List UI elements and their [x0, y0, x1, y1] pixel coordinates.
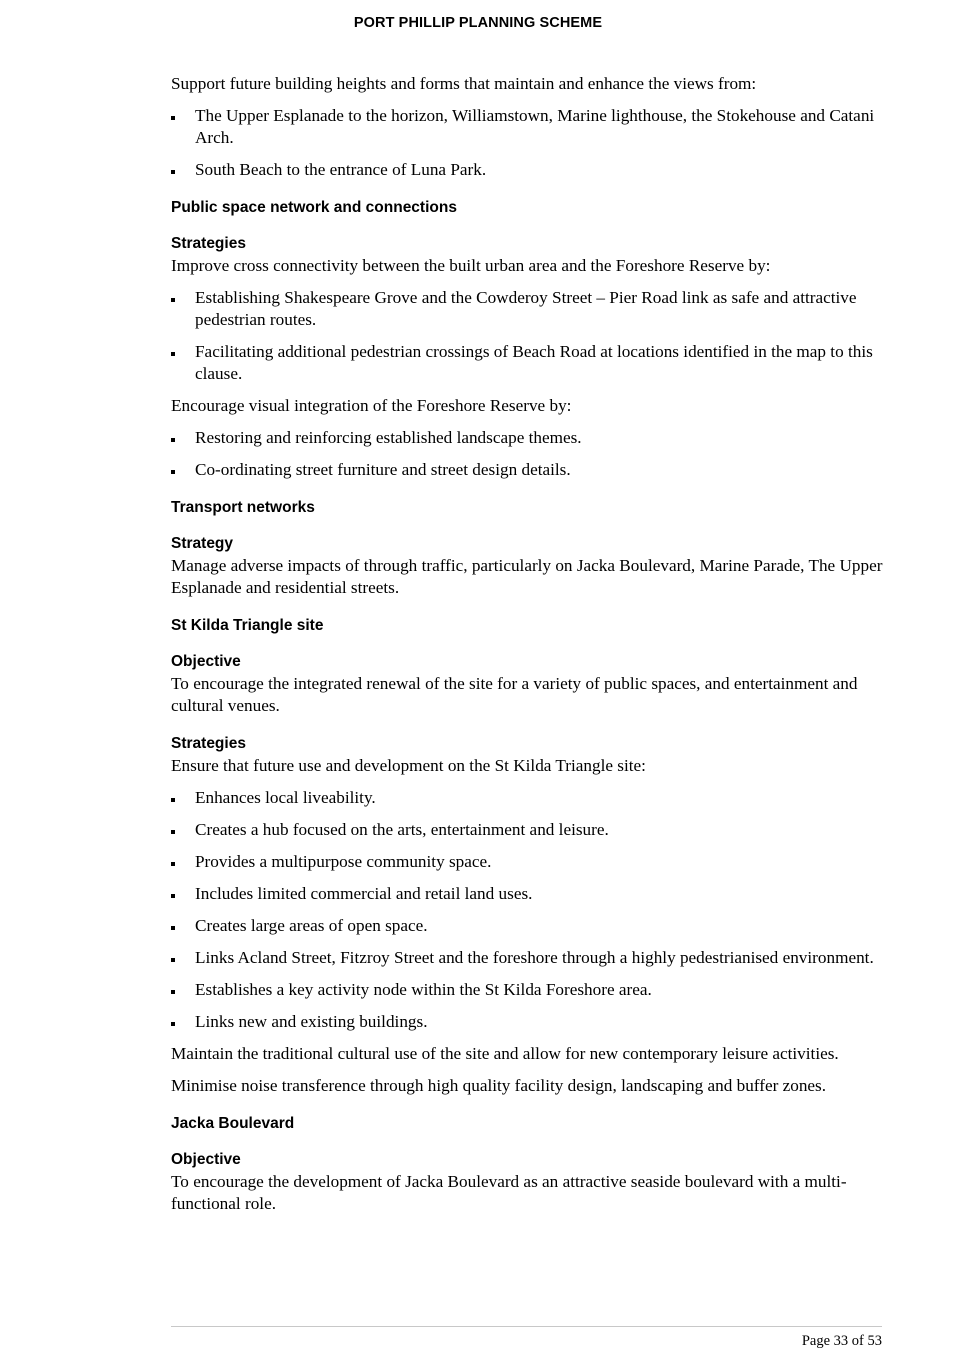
list-item: South Beach to the entrance of Luna Park. [171, 159, 886, 181]
list-item: Establishing Shakespeare Grove and the Cowderoy Street – Pier Road link as safe and attractive pedestrian routes. [171, 287, 886, 331]
cultural-use-paragraph: Maintain the traditional cultural use of the site and allow for new contemporary leisure activities. [171, 1044, 839, 1063]
bullet-icon [171, 1022, 175, 1026]
jacka-objective: To encourage the development of Jacka Boulevard as an attractive seaside boulevard with a multi-functional role. [171, 1172, 847, 1213]
section-heading-transport: Transport networks [171, 499, 315, 516]
subheading-objective: Objective [171, 1151, 241, 1168]
bullet-icon [171, 298, 175, 302]
bullet-icon [171, 958, 175, 962]
bullet-icon [171, 926, 175, 930]
views-list [171, 105, 886, 181]
section-heading-jacka: Jacka Boulevard [171, 1115, 295, 1132]
list-item: Establishes a key activity node within the St Kilda Foreshore area. [171, 979, 886, 1001]
connectivity-intro: Improve cross connectivity between the built urban area and the Foreshore Reserve by: [171, 256, 771, 275]
list-item: Co-ordinating street furniture and street design details. [171, 459, 886, 481]
bullet-icon [171, 470, 175, 474]
subheading-strategy: Strategy [171, 535, 234, 552]
list-item: Provides a multipurpose community space. [171, 851, 886, 873]
list-item: Creates a hub focused on the arts, entertainment and leisure. [171, 819, 886, 841]
bullet-icon [171, 170, 175, 174]
noise-paragraph: Minimise noise transference through high quality facility design, landscaping and buffer zones. [171, 1076, 827, 1095]
triangle-intro: Ensure that future use and development on the St Kilda Triangle site: [171, 756, 646, 775]
document-body [171, 73, 886, 1225]
list-item: Enhances local liveability. [171, 787, 886, 809]
views-intro: Support future building heights and forms that maintain and enhance the views from: [171, 74, 757, 93]
page-number: Page 33 of 53 [801, 1333, 882, 1349]
subheading-objective: Objective [171, 653, 241, 670]
bullet-icon [171, 990, 175, 994]
bullet-icon [171, 862, 175, 866]
list-item: Creates large areas of open space. [171, 915, 886, 937]
bullet-icon [171, 798, 175, 802]
list-item: Includes limited commercial and retail land uses. [171, 883, 886, 905]
section-heading-public-space: Public space network and connections [171, 199, 457, 216]
connectivity-list [171, 287, 886, 385]
visual-integration-intro: Encourage visual integration of the Foreshore Reserve by: [171, 396, 572, 415]
list-item: Links Acland Street, Fitzroy Street and the foreshore through a highly pedestrianised environment. [171, 947, 886, 969]
subheading-strategies: Strategies [171, 235, 246, 252]
bullet-icon [171, 830, 175, 834]
bullet-icon [171, 352, 175, 356]
bullet-icon [171, 438, 175, 442]
page-header: PORT PHILLIP PLANNING SCHEME [353, 15, 603, 31]
section-heading-triangle: St Kilda Triangle site [171, 617, 324, 634]
footer-divider [171, 1326, 882, 1327]
bullet-icon [171, 116, 175, 120]
subheading-strategies: Strategies [171, 735, 246, 752]
list-item: The Upper Esplanade to the horizon, Williamstown, Marine lighthouse, the Stokehouse and Catani Arch. [171, 105, 886, 149]
list-item: Links new and existing buildings. [171, 1011, 886, 1033]
bullet-icon [171, 894, 175, 898]
triangle-objective: To encourage the integrated renewal of the site for a variety of public spaces, and entertainment and cultural venues. [171, 674, 858, 715]
list-item: Restoring and reinforcing established landscape themes. [171, 427, 886, 449]
transport-paragraph: Manage adverse impacts of through traffic, particularly on Jacka Boulevard, Marine Parade, The Upper Esplanade and residential streets. [171, 556, 883, 597]
list-item: Facilitating additional pedestrian crossings of Beach Road at locations identified in the map to this clause. [171, 341, 886, 385]
visual-integration-list [171, 427, 886, 481]
triangle-list [171, 787, 886, 1033]
